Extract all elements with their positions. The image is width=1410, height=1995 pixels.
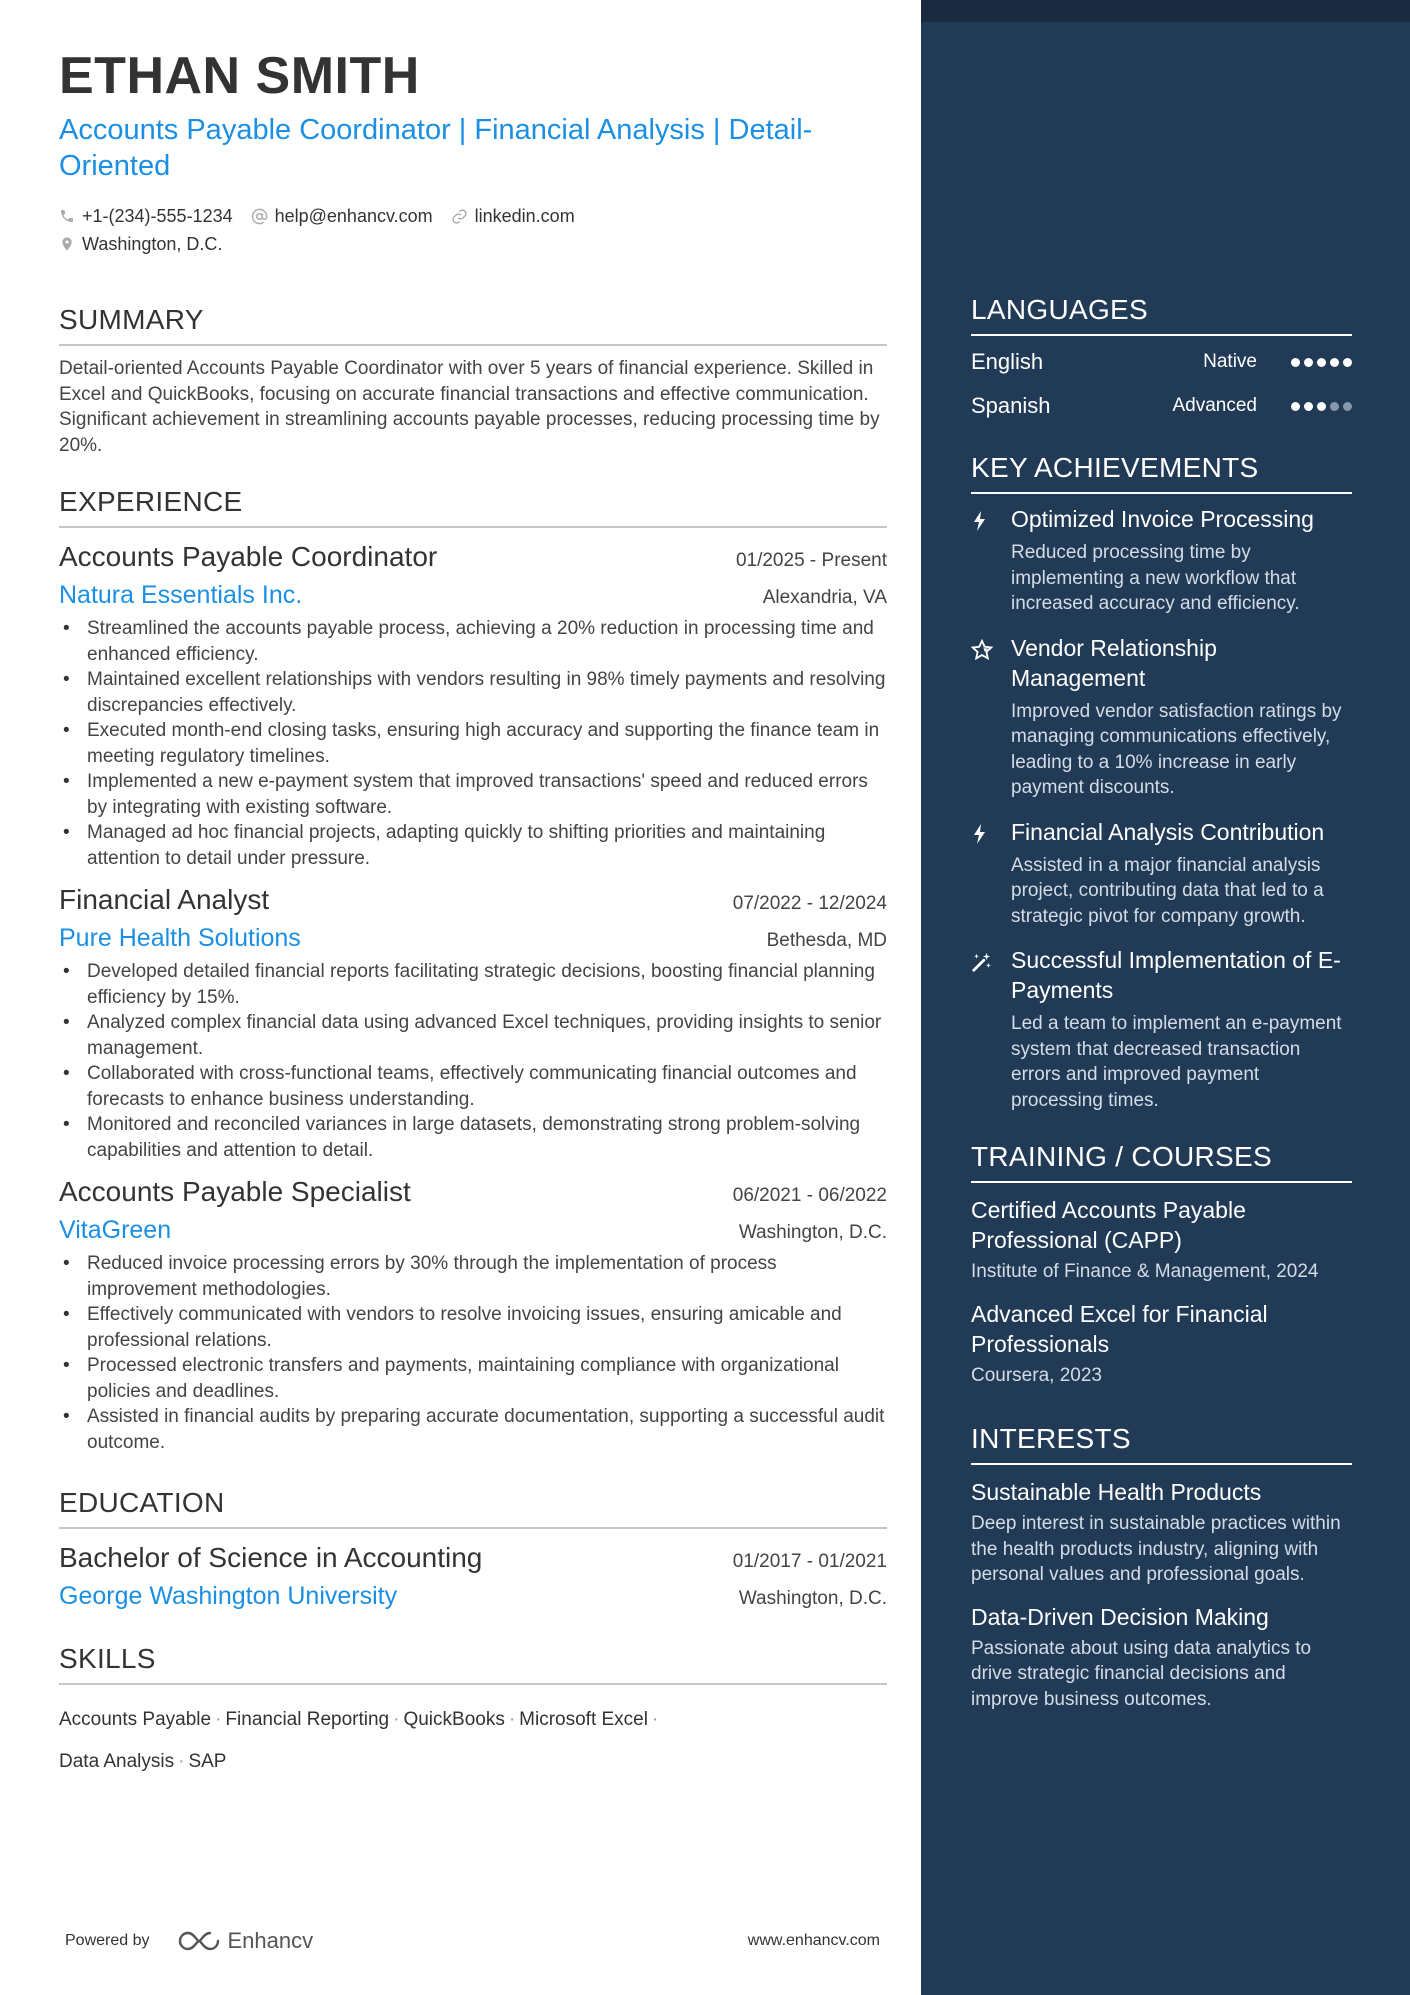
interest-title: Data-Driven Decision Making xyxy=(971,1603,1269,1630)
resume-header xyxy=(59,44,887,258)
language-rating xyxy=(1287,358,1352,367)
job-entry xyxy=(59,881,887,1163)
job-bullets xyxy=(59,1251,887,1455)
interest-desc: Passionate about using data analytics to drive strategic financial decisions and improve business outcomes. xyxy=(971,1637,1312,1710)
skill-item: Accounts Payable xyxy=(59,1709,212,1730)
email-text: help@enhancv.com xyxy=(274,205,433,226)
job-bullets xyxy=(59,616,887,871)
section-title: EDUCATION xyxy=(59,1485,887,1529)
interest-item xyxy=(971,1602,1352,1713)
bullet-item: • Managed ad hoc financial projects, adapting quickly to shifting priorities and maintaining attention to detail under pressure. xyxy=(59,820,887,871)
skill-item: Financial Reporting xyxy=(225,1709,390,1730)
language-level: Native xyxy=(1203,351,1257,372)
summary-text: Detail-oriented Accounts Payable Coordinator with over 5 years of financial experience. Skilled in Excel and QuickBooks, focusing on accurate financial transactions and effective communication. Significant achievement in streamlining accounts payable processes, reducing processing time by 20%. xyxy=(59,358,880,456)
enhancv-logo[interactable] xyxy=(176,1928,314,1954)
skill-item: Microsoft Excel xyxy=(519,1709,648,1730)
bullet-item: • Reduced invoice processing errors by 30% through the implementation of process improvement methodologies. xyxy=(59,1251,887,1302)
interest-desc: Deep interest in sustainable practices within the health products industry, aligning with personal values and professional goals. xyxy=(971,1513,1341,1585)
star-icon xyxy=(971,639,993,661)
course-title: Advanced Excel for Financial Professionals xyxy=(971,1301,1268,1357)
skill-item: Data Analysis xyxy=(59,1751,175,1772)
job-title: Accounts Payable Specialist xyxy=(59,1176,411,1207)
language-name: Spanish xyxy=(971,393,1051,418)
bullet-item: • Processed electronic transfers and payments, maintaining compliance with organizational policies and deadlines. xyxy=(59,1353,887,1404)
linkedin-text: linkedin.com xyxy=(474,205,575,226)
contact-email[interactable] xyxy=(251,206,433,227)
bullet-item: • Maintained excellent relationships with vendors resulting in 98% timely payments and resolving discrepancies effectively. xyxy=(59,667,887,718)
skill-item: SAP xyxy=(188,1751,227,1772)
rating-dot xyxy=(1330,402,1339,411)
candidate-title: Accounts Payable Coordinator | Financial Analysis | Detail-Oriented xyxy=(59,114,813,182)
course-item xyxy=(971,1299,1352,1389)
section-title: KEY ACHIEVEMENTS xyxy=(971,450,1352,494)
section-title: SUMMARY xyxy=(59,302,887,346)
achievement-desc: Led a team to implement an e-payment system that decreased transaction errors and improved payment processing times. xyxy=(1011,1013,1342,1111)
enhancv-logo-icon xyxy=(176,1929,222,1953)
bullet-item: • Effectively communicated with vendors to resolve invoicing issues, ensuring amicable and professional relations. xyxy=(59,1302,887,1353)
achievement-item xyxy=(971,945,1352,1113)
company-name: Pure Health Solutions xyxy=(59,924,301,952)
rating-dot xyxy=(1291,402,1300,411)
section-title: TRAINING / COURSES xyxy=(971,1139,1352,1183)
contact-linkedin[interactable] xyxy=(451,206,575,227)
bullet-item: • Monitored and reconciled variances in large datasets, demonstrating strong problem-solving capabilities and attention to detail. xyxy=(59,1112,887,1163)
section-title: INTERESTS xyxy=(971,1421,1352,1465)
section-title: LANGUAGES xyxy=(971,292,1352,336)
at-icon xyxy=(251,208,268,225)
achievement-item xyxy=(971,504,1352,617)
rating-dot xyxy=(1304,402,1313,411)
magic-wand-icon xyxy=(971,951,993,973)
education-entry xyxy=(59,1539,887,1615)
skill-separator: · xyxy=(508,1709,516,1730)
phone-text: +1-(234)-555-1234 xyxy=(82,205,233,226)
contact-info xyxy=(59,202,887,258)
bullet-item: • Streamlined the accounts payable process, achieving a 20% reduction in processing time and enhanced efficiency. xyxy=(59,616,887,667)
achievement-item xyxy=(971,817,1352,930)
achievement-title: Financial Analysis Contribution xyxy=(1011,818,1325,845)
job-location: Alexandria, VA xyxy=(762,587,887,608)
rating-dot xyxy=(1343,358,1352,367)
school-location: Washington, D.C. xyxy=(738,1588,887,1609)
brand-name: Enhancv xyxy=(227,1928,314,1953)
skills-list xyxy=(59,1699,819,1783)
contact-phone xyxy=(59,206,233,227)
rating-dot xyxy=(1330,358,1339,367)
location-pin-icon xyxy=(59,235,75,253)
education-section xyxy=(59,1485,887,1615)
education-date: 01/2017 - 01/2021 xyxy=(732,1551,887,1572)
contact-location xyxy=(59,234,222,255)
achievement-title: Successful Implementation of E-Payments xyxy=(1011,947,1341,1003)
job-bullets xyxy=(59,959,887,1163)
skill-separator: · xyxy=(651,1709,659,1730)
school-name: George Washington University xyxy=(59,1582,398,1610)
rating-dot xyxy=(1317,402,1326,411)
skill-separator: · xyxy=(178,1751,185,1772)
bullet-item: • Assisted in financial audits by preparing accurate documentation, supporting a successful audit outcome. xyxy=(59,1404,887,1455)
page-footer xyxy=(65,1928,880,1954)
course-desc: Institute of Finance & Management, 2024 xyxy=(971,1261,1319,1282)
website-link[interactable]: www.enhancv.com xyxy=(747,1932,880,1949)
language-level: Advanced xyxy=(1172,395,1257,416)
interests-section xyxy=(971,1421,1352,1712)
bullet-item: • Collaborated with cross-functional teams, effectively communicating financial outcomes and forecasts to enhance business understanding. xyxy=(59,1061,887,1112)
rating-dot xyxy=(1304,358,1313,367)
interest-title: Sustainable Health Products xyxy=(971,1479,1262,1505)
candidate-name: ETHAN SMITH xyxy=(59,47,420,105)
training-section xyxy=(971,1139,1352,1389)
job-title: Financial Analyst xyxy=(59,884,270,915)
achievement-item xyxy=(971,633,1352,801)
interest-item xyxy=(971,1477,1352,1588)
achievement-desc: Improved vendor satisfaction ratings by managing communications effectively, leading to a 10% increase in early payment discounts. xyxy=(1011,700,1342,798)
phone-icon xyxy=(59,208,75,224)
skill-separator: · xyxy=(393,1709,400,1730)
job-date: 01/2025 - Present xyxy=(735,550,887,571)
language-rating xyxy=(1287,402,1352,411)
job-title: Accounts Payable Coordinator xyxy=(59,541,438,572)
lightning-icon xyxy=(971,823,989,845)
bullet-item: • Analyzed complex financial data using advanced Excel techniques, providing insights to senior management. xyxy=(59,1010,887,1061)
job-location: Washington, D.C. xyxy=(738,1222,887,1243)
job-entry xyxy=(59,538,887,871)
section-title: SKILLS xyxy=(59,1641,887,1685)
language-row xyxy=(971,340,1352,384)
section-title: EXPERIENCE xyxy=(59,484,887,528)
skill-separator: · xyxy=(215,1709,222,1730)
job-date: 07/2022 - 12/2024 xyxy=(732,893,887,914)
achievement-title: Optimized Invoice Processing xyxy=(1011,506,1314,532)
job-date: 06/2021 - 06/2022 xyxy=(732,1185,887,1206)
bullet-item: • Executed month-end closing tasks, ensuring high accuracy and supporting the finance team in meeting regulatory timelines. xyxy=(59,718,887,769)
job-entry xyxy=(59,1173,887,1455)
bullet-item: • Developed detailed financial reports facilitating strategic decisions, boosting financial planning efficiency by 15%. xyxy=(59,959,887,1010)
summary-section xyxy=(59,302,887,458)
rating-dot xyxy=(1291,358,1300,367)
achievement-desc: Reduced processing time by implementing a new workflow that increased accuracy and efficiency. xyxy=(1011,542,1300,614)
skill-item: QuickBooks xyxy=(403,1709,505,1730)
course-title: Certified Accounts Payable Professional (CAPP) xyxy=(971,1197,1246,1253)
company-name: Natura Essentials Inc. xyxy=(59,581,303,609)
lightning-icon xyxy=(971,510,989,532)
course-item xyxy=(971,1195,1352,1285)
company-name: VitaGreen xyxy=(59,1216,172,1244)
course-desc: Coursera, 2023 xyxy=(971,1365,1102,1386)
degree-title: Bachelor of Science in Accounting xyxy=(59,1542,483,1573)
job-location: Bethesda, MD xyxy=(766,930,887,951)
skills-section xyxy=(59,1641,887,1783)
experience-section xyxy=(59,484,887,1455)
rating-dot xyxy=(1317,358,1326,367)
rating-dot xyxy=(1343,402,1352,411)
location-text: Washington, D.C. xyxy=(82,233,223,254)
achievement-title: Vendor Relationship Management xyxy=(1011,634,1217,691)
language-row xyxy=(971,384,1352,428)
achievement-desc: Assisted in a major financial analysis project, contributing data that led to a strategic pivot for company growth. xyxy=(1011,854,1324,927)
language-name: English xyxy=(971,349,1044,374)
languages-section xyxy=(971,292,1352,428)
achievements-section xyxy=(971,450,1352,1113)
link-icon xyxy=(451,208,468,225)
powered-by-label: Powered by xyxy=(65,1932,150,1949)
bullet-item: • Implemented a new e-payment system that improved transactions' speed and reduced errors by integrating with existing software. xyxy=(59,769,887,820)
sidebar xyxy=(921,0,1410,1995)
